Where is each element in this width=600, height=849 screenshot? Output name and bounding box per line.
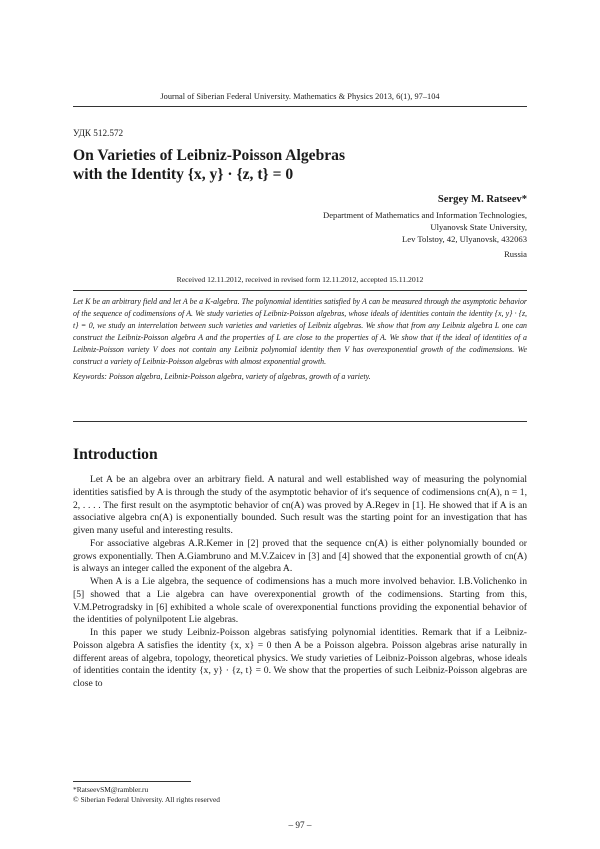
title-line-2: with the Identity {x, y} · {z, t} = 0 [73,166,294,183]
udk-code: УДК 512.572 [73,128,124,138]
header-rule [73,106,527,107]
affiliation-line: Lev Tolstoy, 42, Ulyanovsk, 432063 [402,234,527,245]
title-line-1: On Varieties of Leibniz-Poisson Algebras [73,147,346,164]
paragraph: Let A be an algebra over an arbitrary field. A natural and well established way of measuring the polynomial identities satisfied by A is through the study of the asymptotic behavior of it's sequence of codimensions cn(A), n = 1, 2, . . . . The first result on the asymptotic behavior of cn(A) was proved by A.Regev in [1]. He showed that if A is an associative algebra cn(A) is exponentially bounded. Such result was the starting point for an investigation that has given many useful and interesting results. [73,474,527,536]
author-name: Sergey M. Ratseev* [437,194,527,205]
footnote-rule [73,781,191,782]
paragraph: For associative algebras A.R.Kemer in [2] proved that the sequence cn(A) is either polynomially bounded or grows exponentially. Then A.Giambruno and M.V.Zaicev in [3] and [4] showed that the exponential growth of cn(A) is always an integer called the exponent of the algebra A. [73,537,527,575]
affiliation-line: Russia [504,248,527,259]
affiliation-line: Ulyanovsk State University, [430,222,527,233]
paragraph: When A is a Lie algebra, the sequence of codimensions has a much more involved behavior. I.B.Volichenko in [5] showed that a Lie algebra can have overexponential growth of the codimensions. Starting from this, V.M.Petrogradsky in [6] exhibited a whole scale of overexponential functions providing the exponential behavior of the identities of polynilpotent Lie algebras. [73,576,527,626]
abstract [73,296,527,383]
abstract-bottom-rule [73,421,527,422]
journal-header: Journal of Siberian Federal University. Mathematics & Physics 2013, 6(1), 97–104 [160,92,440,101]
author-affiliation [323,209,527,260]
footnotes [73,785,527,805]
received-dates: Received 12.11.2012, received in revised form 12.11.2012, accepted 15.11.2012 [176,275,424,284]
copyright-notice: © Siberian Federal University. All rights reserved [73,795,220,804]
keywords: Keywords: Poisson algebra, Leibniz-Poisson algebra, variety of algebras, growth of a variety. [73,372,371,382]
section-body [73,474,527,691]
affiliation-line: Department of Mathematics and Information Technologies, [323,210,527,220]
paragraph: In this paper we study Leibniz-Poisson algebras satisfying polynomial identities. Remark that if a Leibniz-Poisson algebra A satisfies the identity {x, x} = 0 then A be a Poisson algebra. Poisson algebras arise naturally in different areas of algebra, topology, theoretical physics. We study varieties of Leibniz-Poisson algebras, whose ideals of identities contain the identity {x, y} · {z, t} = 0. We show that the properties of such Leibniz-Poisson algebras are close to [73,627,527,689]
paper-title [73,146,527,184]
abstract-top-rule [73,290,527,291]
page-number: – 97 – [288,820,312,830]
author-email: *RatseevSM@rambler.ru [73,785,149,794]
section-title: Introduction [73,446,158,463]
abstract-text: Let K be an arbitrary field and let A be a K-algebra. The polynomial identities satisfied by A can be measured through the asymptotic behavior of the sequence of codimensions of A. We study varieties of Leibniz-Poisson algebras, whose ideals of identities contain the identity {x, y} · {z, t} = 0, we study an interrelation between such varieties and varieties of Leibniz algebras. We show that from any Leibniz algebra L one can construct the Leibniz-Poisson algebra A and the properties of L are close to the properties of A. We show that if the ideal of identities of a Leibniz-Poisson variety V does not contain any Leibniz polynomial identity then V has overexponential growth of the codimensions. We construct a variety of Leibniz-Poisson algebras with almost exponential growth. [73,297,527,366]
